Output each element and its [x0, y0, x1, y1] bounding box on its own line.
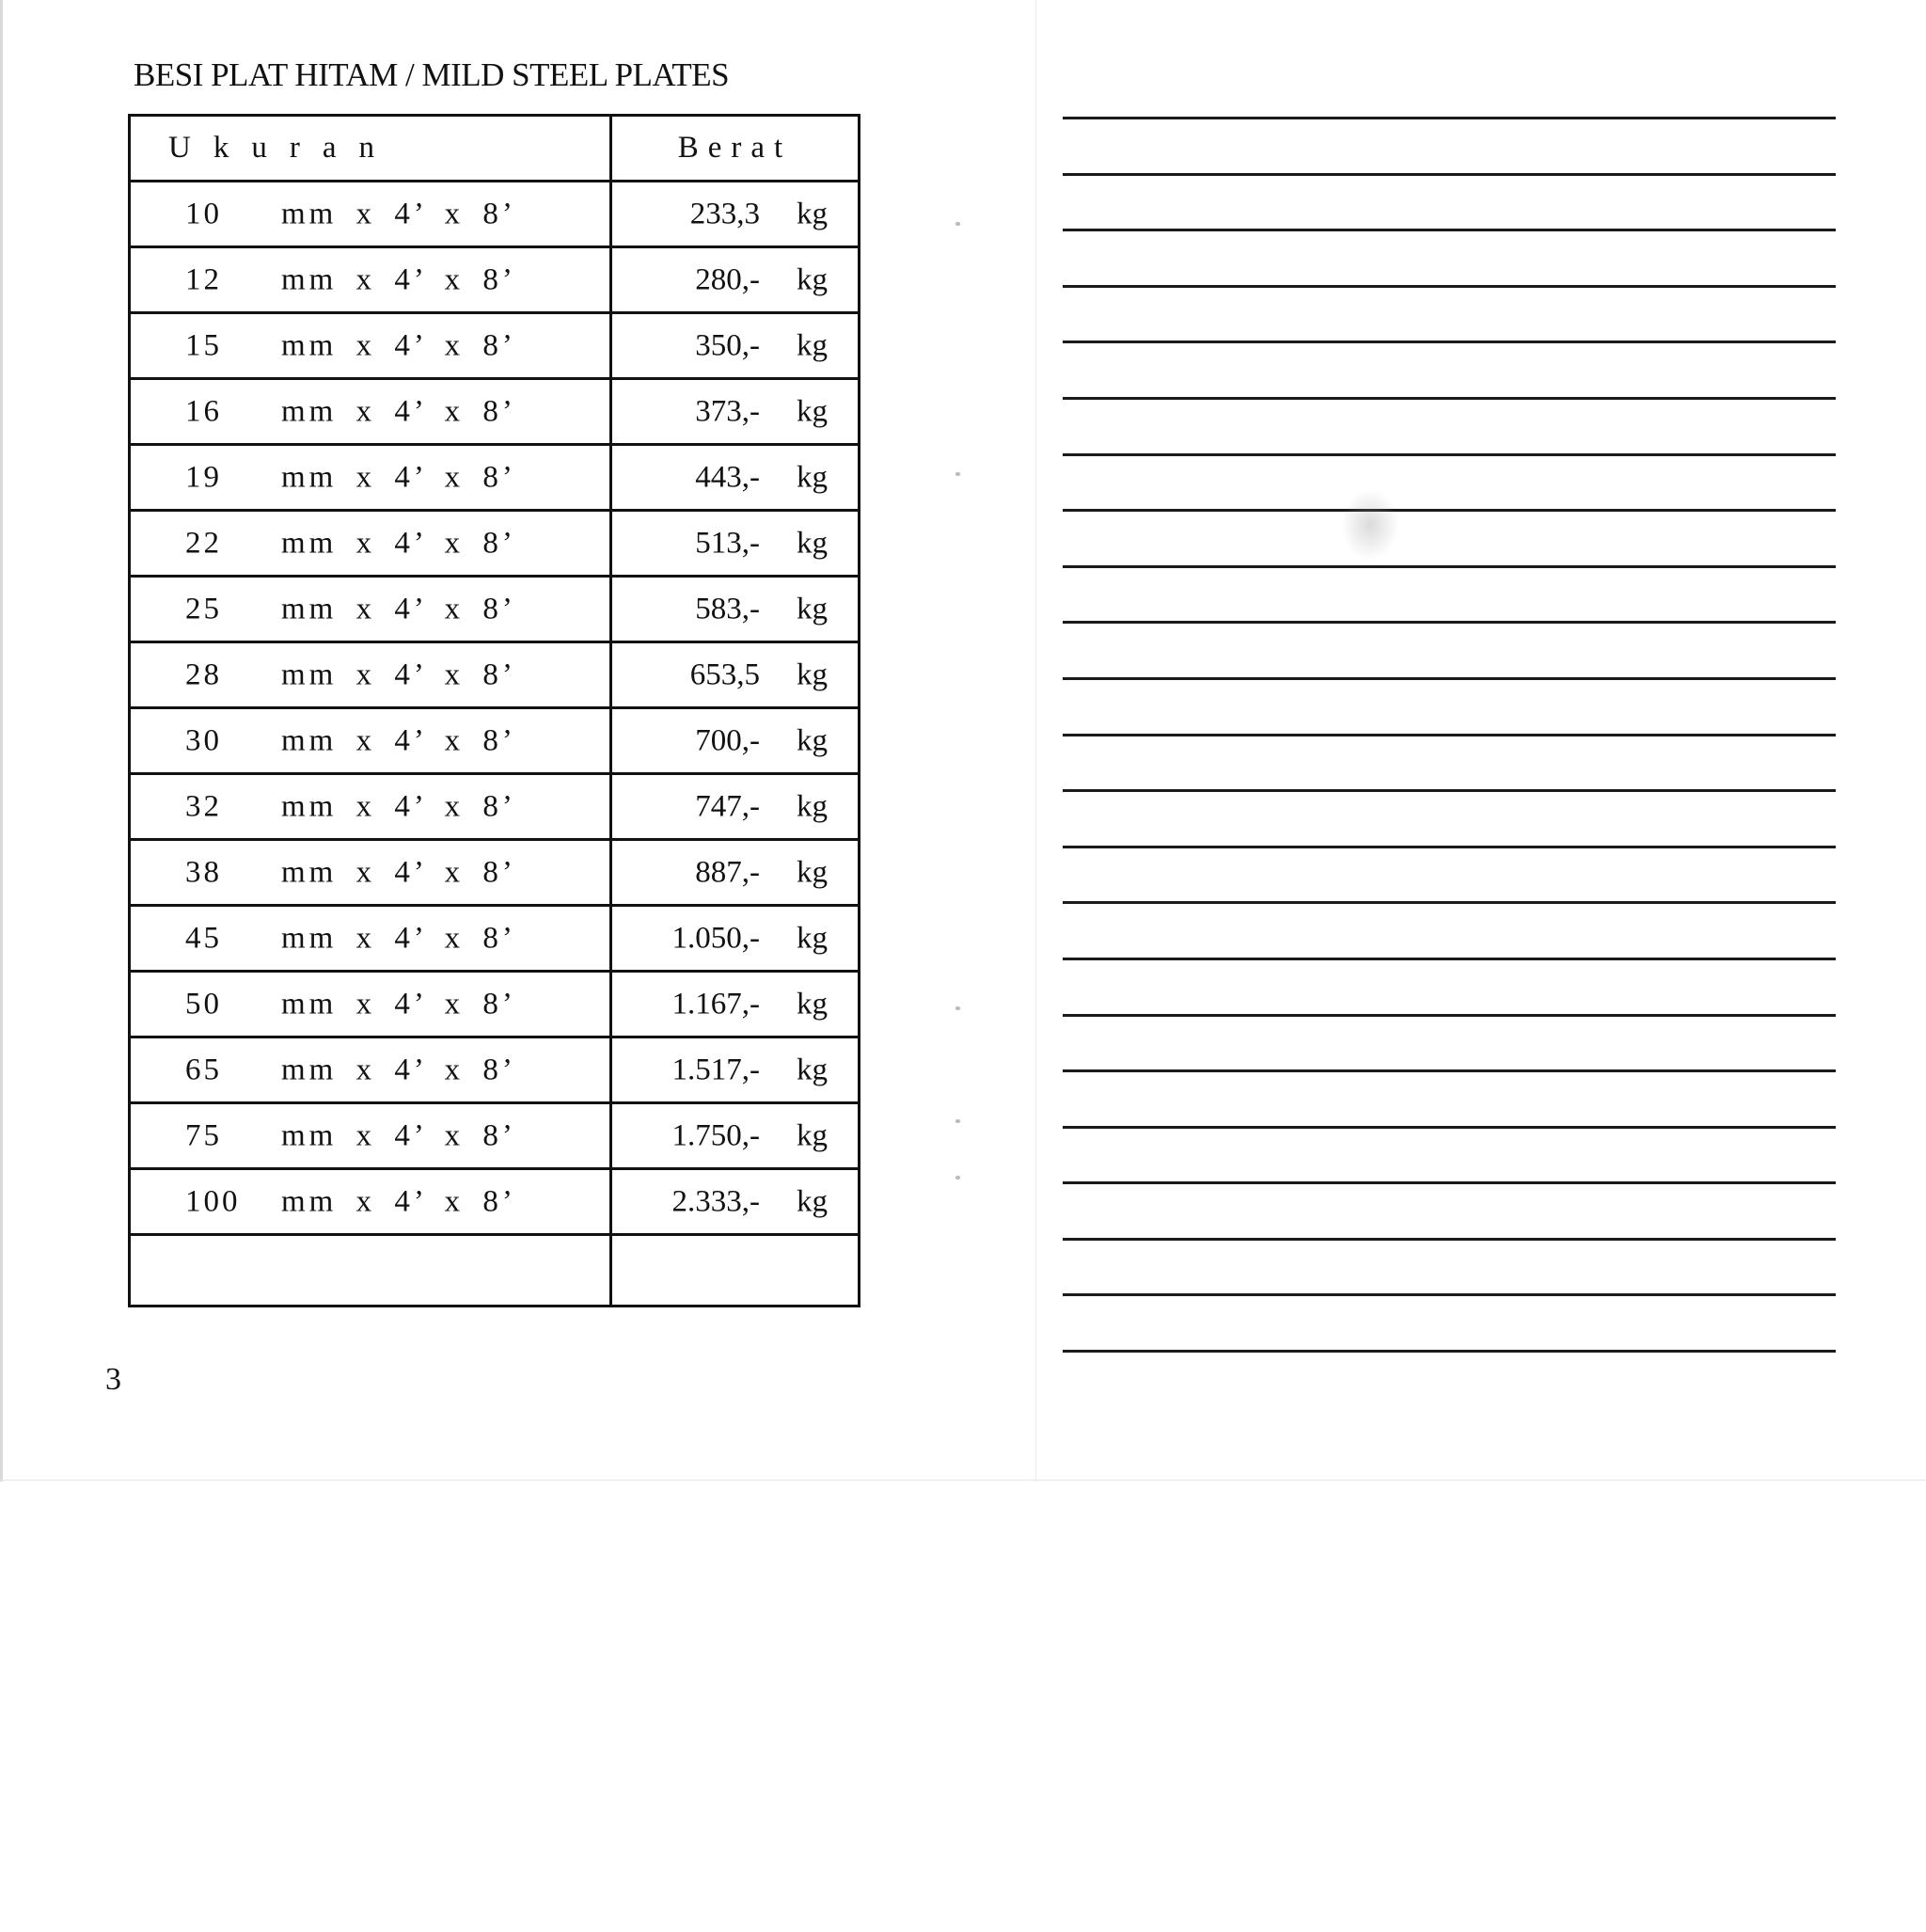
- size-cell: [130, 313, 611, 379]
- plate-dimensions: mm x 4’ x 8’: [281, 723, 516, 757]
- weight-unit: kg: [797, 328, 828, 362]
- scan-smudge: [1341, 489, 1399, 561]
- weight-value: 233,3: [689, 197, 760, 230]
- scan-speck: [955, 472, 960, 476]
- weight-value: 583,-: [695, 592, 760, 626]
- thickness-value: 38: [185, 855, 222, 889]
- table-row: [130, 972, 860, 1037]
- ruled-line: [1063, 734, 1836, 736]
- size-cell: [130, 445, 611, 511]
- weight-value: 2.333,-: [671, 1184, 760, 1218]
- weight-unit: kg: [797, 1184, 828, 1218]
- weight-cell: [611, 182, 860, 247]
- scan-speck: [955, 1006, 960, 1010]
- table-row-empty: [130, 1235, 860, 1306]
- table-row: [130, 511, 860, 577]
- ruled-line: [1063, 846, 1836, 848]
- ruled-line: [1063, 340, 1836, 343]
- weight-cell: [611, 1103, 860, 1169]
- thickness-value: 15: [185, 328, 222, 362]
- header-size: Ukuran: [130, 116, 611, 182]
- weight-value: 653,5: [689, 657, 760, 691]
- plate-dimensions: mm x 4’ x 8’: [281, 1118, 516, 1152]
- weight-cell: [611, 906, 860, 972]
- ruled-line: [1063, 1238, 1836, 1241]
- plate-dimensions: mm x 4’ x 8’: [281, 592, 516, 626]
- thickness-value: 65: [185, 1053, 222, 1086]
- notes-ruled-lines: [1063, 117, 1836, 1406]
- thickness-value: 30: [185, 723, 222, 757]
- weight-cell: [611, 774, 860, 840]
- thickness-value: 10: [185, 197, 222, 230]
- weight-value: 443,-: [695, 460, 760, 494]
- plate-dimensions: mm x 4’ x 8’: [281, 1184, 516, 1218]
- weight-cell: [611, 445, 860, 511]
- ruled-line: [1063, 958, 1836, 960]
- table-row: [130, 247, 860, 313]
- weight-cell: [611, 972, 860, 1037]
- weight-cell: [611, 642, 860, 708]
- ruled-line: [1063, 1014, 1836, 1017]
- plate-dimensions: mm x 4’ x 8’: [281, 460, 516, 494]
- table-row: [130, 774, 860, 840]
- scan-speck: [955, 222, 960, 226]
- ruled-line: [1063, 117, 1836, 119]
- size-cell: [130, 247, 611, 313]
- weight-unit: kg: [797, 197, 828, 230]
- weight-value: 1.050,-: [671, 921, 760, 955]
- table-row: [130, 708, 860, 774]
- weight-unit: kg: [797, 460, 828, 494]
- weight-unit: kg: [797, 657, 828, 691]
- ruled-line: [1063, 789, 1836, 792]
- weight-value: 747,-: [695, 789, 760, 823]
- thickness-value: 32: [185, 789, 222, 823]
- thickness-value: 28: [185, 657, 222, 691]
- ruled-line: [1063, 565, 1836, 568]
- weight-unit: kg: [797, 1118, 828, 1152]
- weight-value: 373,-: [695, 394, 760, 428]
- thickness-value: 50: [185, 987, 222, 1021]
- weight-cell: [611, 313, 860, 379]
- page-bottom-edge: [0, 1480, 1926, 1481]
- ruled-line: [1063, 285, 1836, 288]
- scan-speck: [955, 1119, 960, 1123]
- ruled-line: [1063, 1126, 1836, 1129]
- header-weight: Berat: [611, 116, 860, 182]
- plate-dimensions: mm x 4’ x 8’: [281, 987, 516, 1021]
- thickness-value: 19: [185, 460, 222, 494]
- plate-dimensions: mm x 4’ x 8’: [281, 855, 516, 889]
- ruled-line: [1063, 229, 1836, 231]
- ruled-line: [1063, 173, 1836, 176]
- size-cell: [130, 840, 611, 906]
- empty-cell: [611, 1235, 860, 1306]
- ruled-line: [1063, 509, 1836, 512]
- scan-left-edge: [0, 0, 3, 1481]
- table-body: [130, 182, 860, 1306]
- plate-dimensions: mm x 4’ x 8’: [281, 197, 516, 230]
- thickness-value: 100: [185, 1184, 241, 1218]
- weight-unit: kg: [797, 789, 828, 823]
- size-cell: [130, 1169, 611, 1235]
- weight-cell: [611, 840, 860, 906]
- size-cell: [130, 379, 611, 445]
- table-row: [130, 577, 860, 642]
- thickness-value: 22: [185, 526, 222, 560]
- weight-value: 1.750,-: [671, 1118, 760, 1152]
- weight-unit: kg: [797, 592, 828, 626]
- weight-unit: kg: [797, 394, 828, 428]
- size-cell: [130, 511, 611, 577]
- table-row: [130, 840, 860, 906]
- weight-value: 513,-: [695, 526, 760, 560]
- ruled-line: [1063, 901, 1836, 904]
- plate-dimensions: mm x 4’ x 8’: [281, 789, 516, 823]
- weight-value: 1.167,-: [671, 987, 760, 1021]
- ruled-line: [1063, 1293, 1836, 1296]
- thickness-value: 45: [185, 921, 222, 955]
- ruled-line: [1063, 453, 1836, 456]
- thickness-value: 16: [185, 394, 222, 428]
- size-cell: [130, 1103, 611, 1169]
- table-row: [130, 313, 860, 379]
- weight-unit: kg: [797, 526, 828, 560]
- plate-dimensions: mm x 4’ x 8’: [281, 921, 516, 955]
- weight-cell: [611, 577, 860, 642]
- size-cell: [130, 182, 611, 247]
- plate-dimensions: mm x 4’ x 8’: [281, 262, 516, 296]
- weight-value: 700,-: [695, 723, 760, 757]
- thickness-value: 25: [185, 592, 222, 626]
- weight-value: 280,-: [695, 262, 760, 296]
- weight-unit: kg: [797, 855, 828, 889]
- plate-dimensions: mm x 4’ x 8’: [281, 1053, 516, 1086]
- table-row: [130, 182, 860, 247]
- steel-plate-table: [128, 114, 860, 1307]
- table-row: [130, 1103, 860, 1169]
- weight-cell: [611, 708, 860, 774]
- weight-value: 350,-: [695, 328, 760, 362]
- ruled-line: [1063, 1350, 1836, 1353]
- weight-cell: [611, 1169, 860, 1235]
- table-row: [130, 906, 860, 972]
- page-fold: [1035, 0, 1036, 1481]
- empty-cell: [130, 1235, 611, 1306]
- size-cell: [130, 708, 611, 774]
- table-row: [130, 1037, 860, 1103]
- weight-unit: kg: [797, 921, 828, 955]
- size-cell: [130, 774, 611, 840]
- weight-cell: [611, 247, 860, 313]
- table-row: [130, 1169, 860, 1235]
- ruled-line: [1063, 1069, 1836, 1072]
- weight-unit: kg: [797, 262, 828, 296]
- table-row: [130, 642, 860, 708]
- ruled-line: [1063, 1181, 1836, 1184]
- plate-dimensions: mm x 4’ x 8’: [281, 526, 516, 560]
- page-number: 3: [105, 1362, 121, 1397]
- table-header-row: [130, 116, 860, 182]
- size-cell: [130, 642, 611, 708]
- table-row: [130, 445, 860, 511]
- size-cell: [130, 577, 611, 642]
- scan-speck: [955, 1176, 960, 1180]
- weight-value: 887,-: [695, 855, 760, 889]
- ruled-line: [1063, 397, 1836, 400]
- page-title: BESI PLAT HITAM / MILD STEEL PLATES: [134, 56, 730, 93]
- ruled-line: [1063, 621, 1836, 624]
- plate-dimensions: mm x 4’ x 8’: [281, 394, 516, 428]
- weight-value: 1.517,-: [671, 1053, 760, 1086]
- weight-unit: kg: [797, 723, 828, 757]
- weight-cell: [611, 511, 860, 577]
- thickness-value: 75: [185, 1118, 222, 1152]
- size-cell: [130, 972, 611, 1037]
- plate-dimensions: mm x 4’ x 8’: [281, 657, 516, 691]
- ruled-line: [1063, 677, 1836, 680]
- table-row: [130, 379, 860, 445]
- weight-cell: [611, 1037, 860, 1103]
- size-cell: [130, 906, 611, 972]
- weight-unit: kg: [797, 1053, 828, 1086]
- plate-dimensions: mm x 4’ x 8’: [281, 328, 516, 362]
- thickness-value: 12: [185, 262, 222, 296]
- weight-unit: kg: [797, 987, 828, 1021]
- weight-cell: [611, 379, 860, 445]
- size-cell: [130, 1037, 611, 1103]
